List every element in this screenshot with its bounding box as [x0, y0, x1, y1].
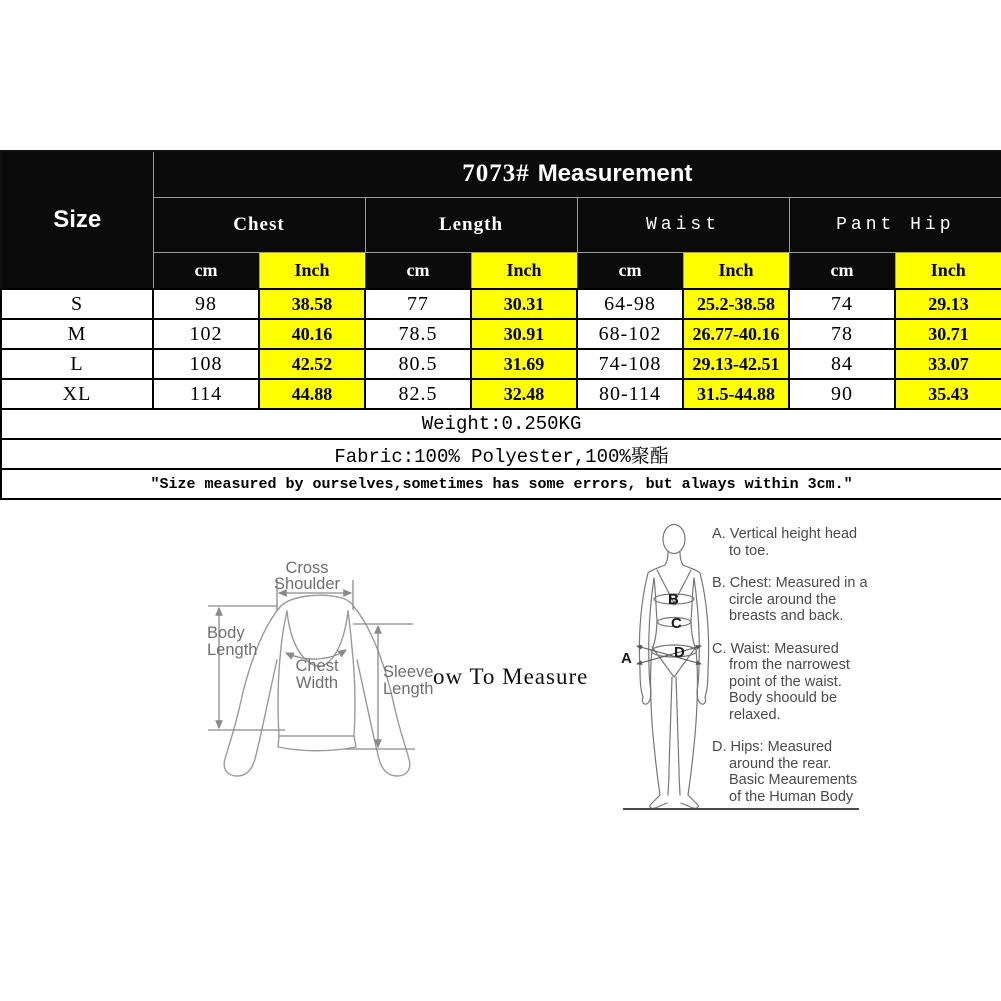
measurement-cell: 74-108	[577, 349, 683, 379]
measurement-cell: 44.88	[259, 379, 365, 409]
note-block-d	[712, 739, 894, 805]
body-length-label: Body	[207, 624, 245, 642]
weight-row	[1, 409, 1001, 439]
body-outline	[639, 525, 708, 809]
body-length-label: Length	[207, 641, 258, 659]
measurement-cell: 30.71	[895, 319, 1001, 349]
label-d: D	[674, 644, 685, 661]
how-to-measure-heading: ow To Measure	[433, 664, 589, 689]
measurement-cell: 68-102	[577, 319, 683, 349]
fabric-text: Fabric:100% Polyester,100%聚酯	[1, 439, 1001, 469]
measurement-cell: 38.58	[259, 289, 365, 319]
unit-inch-header: Inch	[471, 252, 577, 289]
measurement-cell: 78.5	[365, 319, 471, 349]
cross-shoulder-label: Cross	[285, 559, 329, 577]
measurement-cell: 64-98	[577, 289, 683, 319]
measurement-cell: 80.5	[365, 349, 471, 379]
note-line: around the rear.	[729, 755, 832, 772]
measurement-cell: 35.43	[895, 379, 1001, 409]
note-line: to toe.	[729, 542, 770, 559]
measurement-cell: 82.5	[365, 379, 471, 409]
group-header-waist: Waist	[577, 197, 789, 252]
group-header-chest: Chest	[153, 197, 365, 252]
measurement-cell: 26.77-40.16	[683, 319, 789, 349]
note-line: Body shoould be	[729, 690, 838, 706]
body-figure-diagram	[615, 520, 715, 815]
measurement-cell: 31.5-44.88	[683, 379, 789, 409]
measurement-cell: 108	[153, 349, 259, 379]
note-line: C. Waist: Measured	[712, 640, 839, 657]
size-table	[0, 150, 1001, 500]
measurement-cell: 114	[153, 379, 259, 409]
measurement-cell: 40.16	[259, 319, 365, 349]
unit-cm-header: cm	[153, 252, 259, 289]
unit-cm-header: cm	[365, 252, 471, 289]
measurement-cell: 30.31	[471, 289, 577, 319]
body-point-labels	[621, 591, 685, 667]
note-block-b	[712, 575, 894, 625]
style-number: 7073#	[462, 160, 530, 188]
size-header-label: Size	[53, 206, 102, 233]
measurement-cell: 31.69	[471, 349, 577, 379]
unit-cm-header: cm	[789, 252, 895, 289]
group-header-length: Length	[365, 197, 577, 252]
measurement-cell: 29.13-42.51	[683, 349, 789, 379]
note-line: B. Chest: Measured in a	[712, 575, 868, 591]
fabric-row	[1, 439, 1001, 469]
table-row-xl	[1, 379, 1001, 409]
note-line: from the narrowest	[729, 657, 850, 673]
measurement-cell: 90	[789, 379, 895, 409]
cross-shoulder-label: Shoulder	[273, 575, 341, 593]
size-value: M	[1, 319, 153, 349]
label-a: A	[621, 650, 632, 667]
shirt-measure-diagram	[170, 540, 440, 790]
unit-cm-header: cm	[577, 252, 683, 289]
measurement-cell: 29.13	[895, 289, 1001, 319]
table-row-l	[1, 349, 1001, 379]
measurement-cell: 84	[789, 349, 895, 379]
note-line: relaxed.	[729, 706, 781, 723]
weight-text: Weight:0.250KG	[1, 409, 1001, 439]
measurement-cell: 42.52	[259, 349, 365, 379]
table-row-s	[1, 289, 1001, 319]
label-b: B	[668, 591, 679, 608]
note-line: point of the waist.	[729, 673, 842, 690]
measurement-cell: 32.48	[471, 379, 577, 409]
measure-notes	[712, 526, 894, 821]
note-line: D. Hips: Measured	[712, 739, 833, 755]
measurement-cell: 30.91	[471, 319, 577, 349]
size-value: XL	[1, 379, 153, 409]
chest-width-label: Width	[295, 674, 339, 692]
table-title-cell	[153, 151, 1001, 197]
sleeve-length-label: Sleeve	[383, 663, 434, 681]
unit-inch-header: Inch	[683, 252, 789, 289]
measurement-cell: 33.07	[895, 349, 1001, 379]
measurement-cell: 80-114	[577, 379, 683, 409]
sleeve-length-label: Length	[383, 680, 434, 698]
group-header-pant-hip: Pant Hip	[789, 197, 1001, 252]
note-line: A. Vertical height head	[712, 526, 858, 542]
unit-inch-header: Inch	[895, 252, 1001, 289]
note-line: Basic Meaurements	[729, 772, 858, 788]
table-row-m	[1, 319, 1001, 349]
measurement-cell: 102	[153, 319, 259, 349]
measurement-cell: 77	[365, 289, 471, 319]
table-title: Measurement	[537, 160, 693, 188]
note-block-a	[712, 526, 894, 559]
measurement-cell: 98	[153, 289, 259, 319]
note-line: breasts and back.	[729, 608, 844, 624]
note-block-c	[712, 641, 894, 724]
size-value: L	[1, 349, 153, 379]
table-title-row	[1, 151, 1001, 197]
disclaimer-row	[1, 469, 1001, 499]
note-line: of the Human Body	[729, 788, 854, 805]
figure-underline	[623, 808, 859, 810]
disclaimer-text: ″Size measured by ourselves,sometimes has some errors, but always within 3cm.″	[1, 469, 1001, 499]
shirt-diagram-labels	[207, 559, 433, 698]
size-value: S	[1, 289, 153, 319]
label-c: C	[671, 615, 682, 632]
unit-inch-header: Inch	[259, 252, 365, 289]
chest-width-label: Chest	[295, 657, 339, 675]
measurement-cell: 74	[789, 289, 895, 319]
measurement-cell: 25.2-38.58	[683, 289, 789, 319]
note-line: circle around the	[729, 591, 837, 608]
size-header-cell	[1, 151, 153, 289]
measurement-cell: 78	[789, 319, 895, 349]
